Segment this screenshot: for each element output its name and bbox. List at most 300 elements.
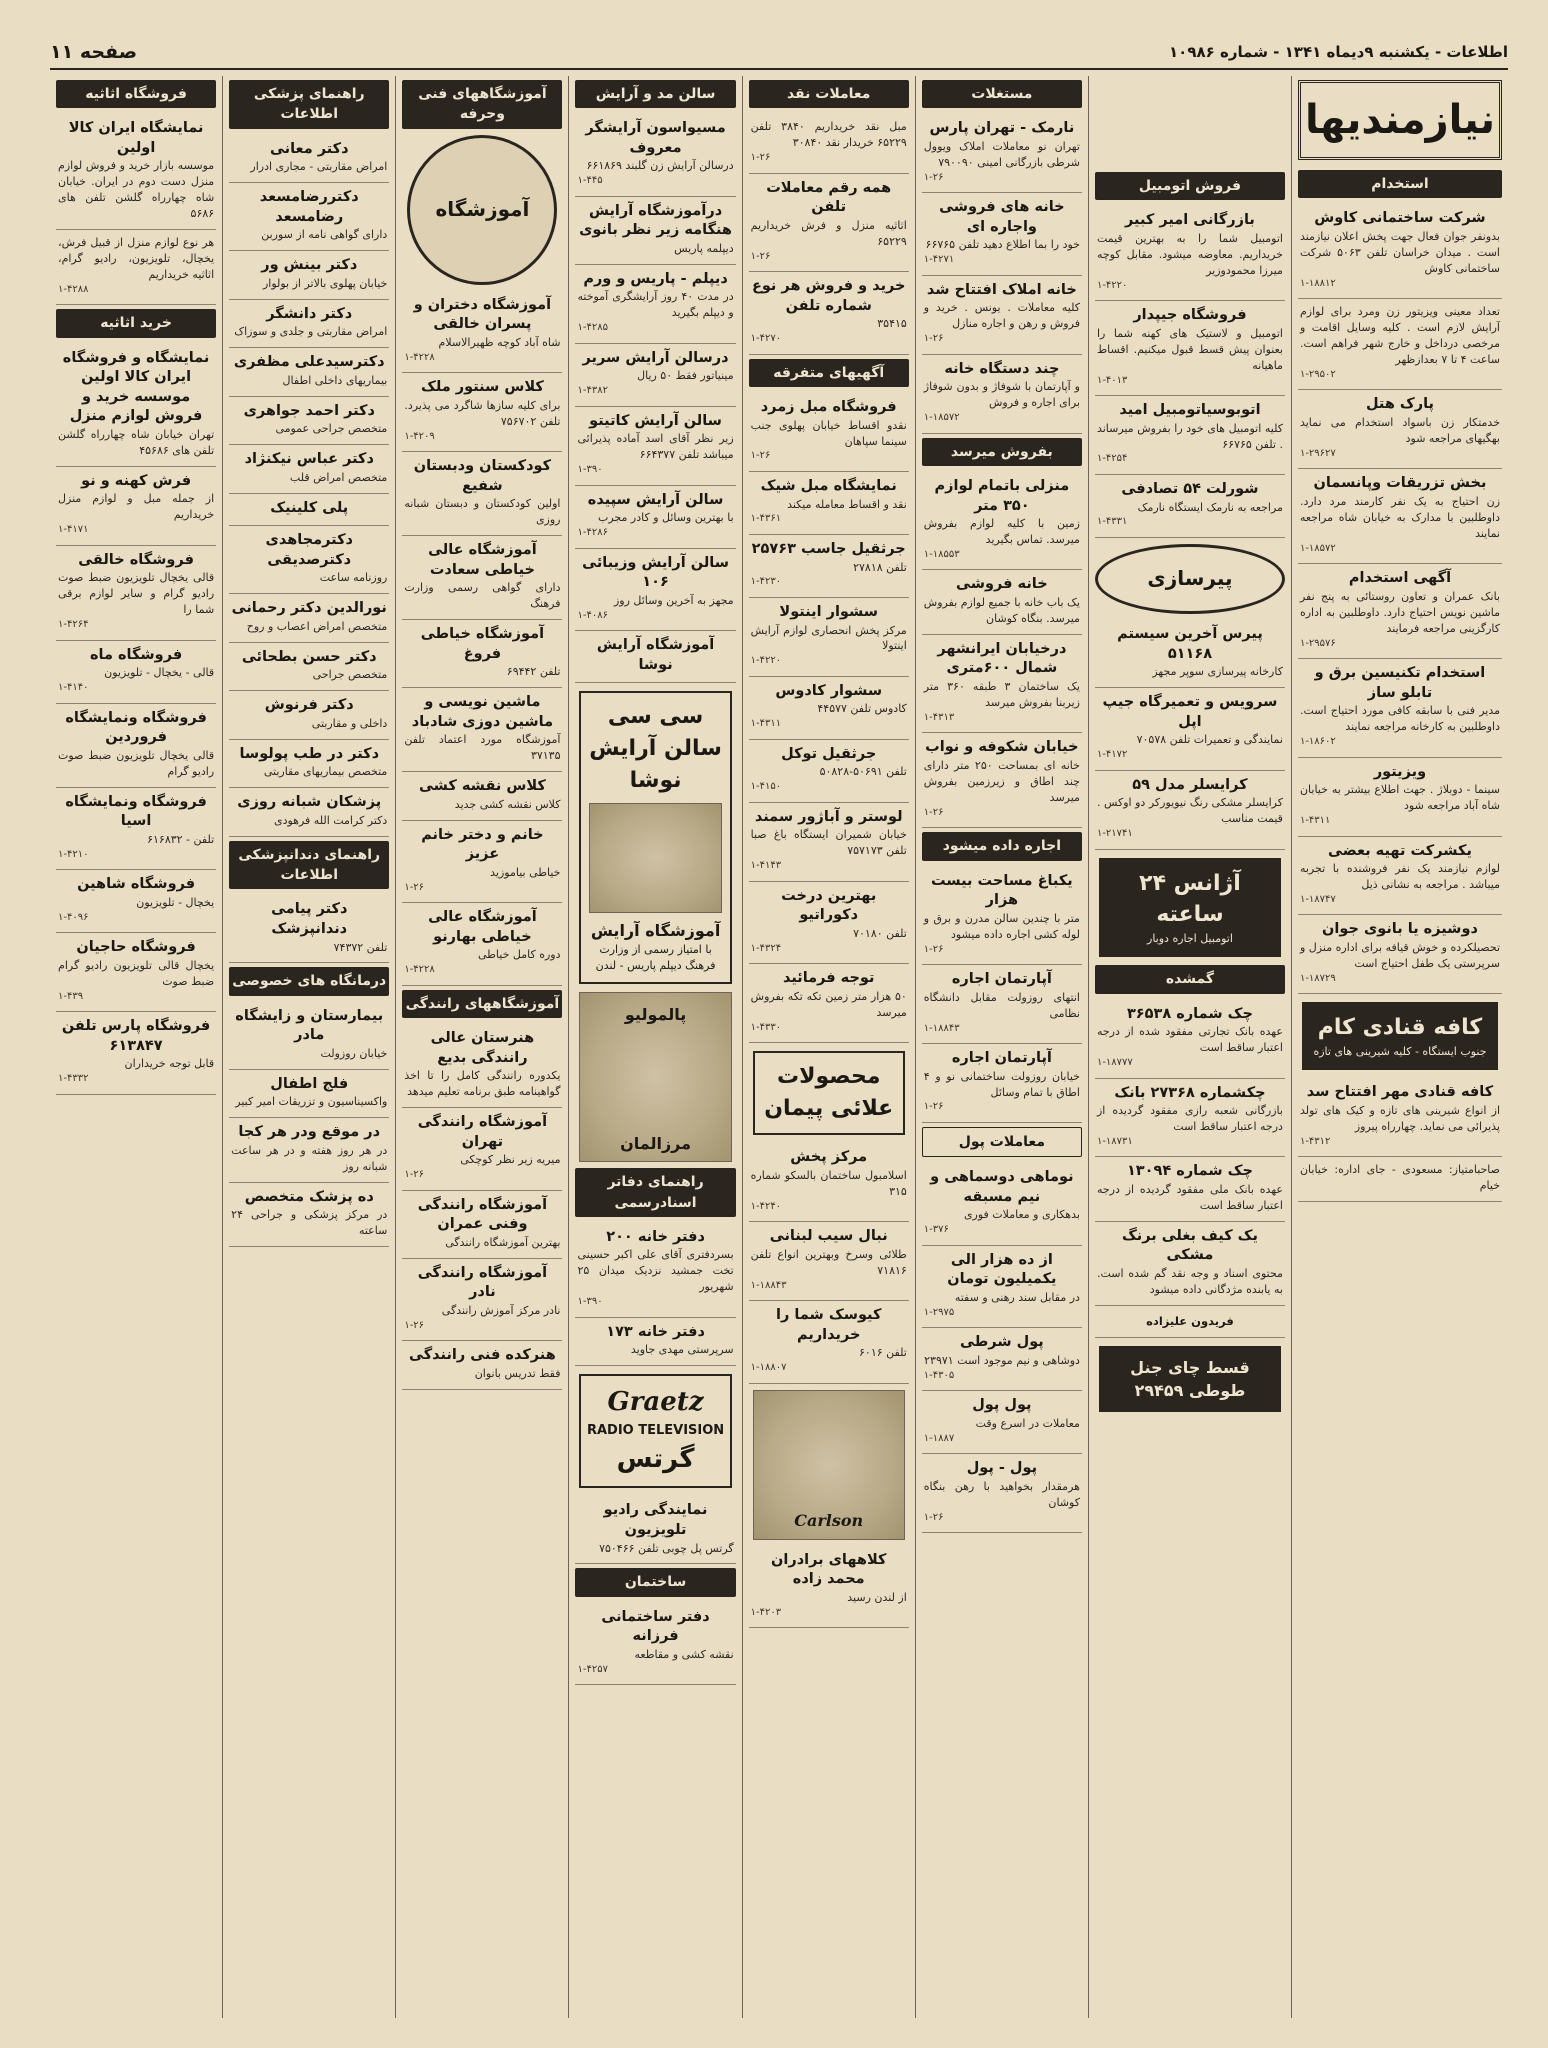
classified-ad	[402, 620, 562, 688]
ad-body: تلفن ۶۰۱۶	[859, 1346, 907, 1360]
ad-code: ۱-۲۶	[750, 250, 771, 262]
ad-title: آموزشگاه خیاطی فروغ	[420, 626, 545, 662]
classified-ad	[922, 114, 1082, 193]
column-4	[742, 76, 915, 2018]
ad-code: ۱-۴۳۲۴	[750, 942, 782, 954]
ad-body: تلفن ۵۰۶۹۱-۵۰۸۲۸	[819, 765, 907, 779]
ad-title: فلج اطفال	[270, 1075, 349, 1092]
ad-title: درخیابان ایرانشهر شمال ۶۰۰متری	[937, 640, 1067, 677]
classified-ad	[402, 536, 562, 620]
classified-ad	[229, 895, 389, 963]
cafe-ad	[1302, 1002, 1498, 1070]
section-header-for-rent: اجاره داده میشود	[922, 832, 1082, 860]
ad-body: کلیه اتومبیل های خود را بفروش میرساند . تلفن ۶۶۷۶۵	[1096, 421, 1283, 451]
classified-ad	[402, 1191, 562, 1259]
ad-list	[922, 1163, 1082, 1533]
classified-ad	[922, 193, 1082, 276]
ad-body: خانه ای بمساحت ۲۵۰ متر دارای چند اطاق و زیرزمین بفروش میرسد	[923, 758, 1080, 804]
ad-body: تلفن ۷۰۱۸۰	[853, 926, 907, 940]
footer-note	[1298, 1157, 1502, 1202]
ad-title: سشوار اینتولا	[779, 603, 879, 620]
classified-ad	[749, 535, 909, 598]
ad-title: آموزشگاه عالی خیاطی سعادت	[428, 542, 537, 578]
ad-title: چند دستگاه خانه	[944, 360, 1060, 377]
ad-code: ۱-۴۲۸۸	[58, 283, 89, 295]
classified-ad	[1095, 206, 1285, 301]
ad-code: ۱-۴۲۲۰	[1096, 279, 1128, 291]
ad-body: دوشاهی و نیم موجود است ۲۳۹۷۱	[924, 1353, 1080, 1367]
ad-body: در مرکز پزشکی و جراحی ۲۴ ساعته	[231, 1208, 388, 1238]
ad-title: ماشین نویسی و ماشین دوزی شادباد	[411, 694, 554, 730]
classified-ad	[575, 1223, 735, 1318]
classified-ad	[402, 291, 562, 374]
ad-code: ۱-۱۸۷۲۹	[1299, 972, 1336, 984]
section-header-cash-deals: معاملات نقد	[749, 80, 909, 108]
ad-title: پول پول	[972, 1397, 1032, 1414]
ad-body: خود را بما اطلاع دهید تلفن ۶۶۷۶۵	[925, 238, 1080, 252]
ad-code: ۱-۴۲۲۸	[404, 964, 435, 976]
ad-list	[56, 344, 216, 1095]
product-title: محصولات علائی پیمان	[764, 1064, 894, 1122]
ad-body: بدهکاری و معاملات فوری	[963, 1208, 1080, 1222]
ad-code: ۱-۴۳۱۱	[750, 718, 782, 730]
ad-title: دکتر حسن بطحائی	[241, 648, 377, 665]
hat-ad-image	[753, 1390, 905, 1540]
ad-code: ۱-۴۲۷۰	[750, 333, 782, 345]
classified-ad	[1298, 1078, 1502, 1157]
ad-title: دفتر خانه ۲۰۰	[606, 1228, 705, 1245]
ad-body: و آپارتمان با شوفاژ و بدون شوفاژ برای اجاره و فروش	[923, 380, 1080, 410]
ad-body: مجهز به آخرین وسائل روز	[613, 593, 734, 607]
classified-ad	[749, 964, 909, 1043]
classified-ad	[749, 1222, 909, 1301]
ad-body: بانک عمران و تعاون روستائی به پنج نفر ماشین نویس احتیاج دارد. داوطلبین به اداره کارگزینی مراجعه فرمایند	[1299, 589, 1500, 635]
ad-code: ۱-۲۶	[923, 1101, 944, 1113]
ad-code: ۱-۲۶	[750, 450, 771, 462]
classified-ad	[56, 344, 216, 467]
signature-text: فریدون علیزاده	[1146, 1313, 1234, 1328]
ad-body: قالی یخچال تلویزیون ضبط صوت رادیو گرام و سایر لوازم برقی شما را	[58, 571, 215, 617]
ad-title: شورلت ۵۴ تصادفی	[1121, 480, 1259, 497]
ad-title: فروشگاه جیپدار	[1133, 307, 1247, 324]
classified-ad	[749, 393, 909, 472]
product-ad	[753, 1051, 905, 1135]
salon-ad	[579, 691, 731, 984]
ad-code: ۱-۴۲۱۰	[58, 848, 89, 860]
ad-title: یکشرکت تهیه بعضی	[1328, 842, 1472, 859]
ad-body: زمین با کلیه لوازم بفروش میرسد. تماس بگیرید	[923, 517, 1080, 547]
ad-title: خانه املاک افتتاح شد	[926, 281, 1077, 298]
ad-title: از ده هزار الی یکمیلیون تومان	[947, 1251, 1057, 1288]
ad-body: معاملات در اسرع وقت	[975, 1416, 1080, 1430]
ad-body: تلفن - ۶۱۶۸۳۲	[147, 832, 215, 846]
classified-ad	[229, 348, 389, 397]
ad-list	[749, 393, 909, 1043]
classified-ad	[1298, 758, 1502, 837]
ad-title: یک کیف بغلی برنگ مشکی	[1121, 1227, 1258, 1264]
ad-code: ۱-۲۶	[923, 1511, 944, 1523]
classified-ad	[575, 549, 735, 632]
ad-title: خیابان شکوفه و نواب	[925, 739, 1079, 756]
ad-code: ۱-۲۶	[923, 171, 944, 183]
classified-ad	[229, 135, 389, 184]
ad-title: کرایسلر مدل ۵۹	[1132, 776, 1248, 793]
ad-body: مرکز پخش انحصاری لوازم آرایش اینتولا	[750, 623, 907, 653]
ad-body: خیابان پهلوی بالاتر از بولوار	[262, 276, 388, 290]
ad-title: پارک هتل	[1365, 396, 1434, 413]
ad-body: دارای گواهی نامه از سوربن	[261, 228, 388, 242]
ad-body: ۳۵۴۱۵	[877, 317, 907, 331]
section-header-money: معاملات پول	[922, 1127, 1082, 1157]
ad-title: آپارتمان اجاره	[951, 971, 1052, 988]
ad-title: خانه های فروشی واجاره ای	[939, 199, 1065, 235]
ad-body: اتومبیل و لاستیک های کهنه شما را بعنوان پیش قسط قبول میکنیم. اقساط ماهیانه	[1096, 326, 1283, 372]
classified-ad	[229, 643, 389, 692]
classified-ad	[229, 1183, 389, 1247]
classified-ad	[922, 1328, 1082, 1391]
ad-body: زن احتیاج به یک نفر کارمند مرد دارد. داوطلبین با مدارک به خیابان شاه مراجعه نمایند	[1299, 494, 1500, 540]
classified-ad	[575, 1318, 735, 1367]
ad-body: قالی - یخچال - تلویزیون	[104, 666, 215, 680]
ad-code: ۱-۴۲۸۶	[577, 527, 608, 539]
ad-title: کلاههای برادران محمد زاده	[771, 1551, 887, 1588]
classified-ad	[575, 344, 735, 407]
ad-list	[1095, 1000, 1285, 1306]
ad-list	[1298, 1078, 1502, 1157]
classified-ad	[229, 788, 389, 837]
ad-title: درسالن آرایش سریر	[582, 349, 729, 366]
ad-body: از لندن رسید	[847, 1590, 907, 1604]
ad-code: ۱-۱۸۷۳۱	[1096, 1135, 1133, 1147]
ad-body: مدیر فنی با سابقه کافی مورد احتیاج است. داوطلبین به کارخانه مراجعه نمایند	[1299, 704, 1500, 734]
section-header-car-sale: فروش اتومبیل	[1095, 172, 1285, 200]
ad-body: عهده بانک تجارتی مفقود شده از درجه اعتبار ساقط است	[1096, 1025, 1283, 1055]
classified-ad	[575, 486, 735, 549]
ad-title: پلی کلینیک	[270, 499, 349, 516]
ad-code: ۱-۴۲۶۴	[58, 619, 89, 631]
ad-body: متخصص جراحی عمومی	[275, 422, 388, 436]
ad-title: دکتر احمد جواهری	[243, 402, 375, 419]
ad-title: دکتر در طب پولوسا	[239, 745, 380, 762]
ad-list	[922, 867, 1082, 1123]
ad-title: کودکستان ودبستان شفیع	[413, 458, 552, 494]
column-7	[222, 76, 395, 2018]
ad-code: ۱-۱۸۸۰۷	[750, 1362, 787, 1374]
ad-title: همه رقم معاملات تلفن	[766, 179, 892, 216]
ad-title: سرویس و تعمیرگاه جیپ اپل	[1102, 694, 1278, 730]
classified-ad	[575, 114, 735, 197]
classified-ad	[1095, 688, 1285, 771]
graetz-persian: گرتس	[616, 1443, 695, 1474]
ad-title: نمایشگاه ایران کالا اولین	[68, 120, 204, 156]
ad-title: چک شماره ۳۶۵۳۸	[1126, 1005, 1253, 1022]
ad-title: دکتر پیامی دندانپزشک	[271, 901, 348, 937]
ad-title: دفتر ساختمانی فرزانه	[601, 1608, 710, 1645]
classified-ad	[1095, 301, 1285, 396]
ad-body: یخچال قالی تلویزیون رادیو گرام ضبط صوت	[58, 958, 215, 988]
classified-ad	[402, 772, 562, 821]
ad-title: دکتر معانی	[269, 140, 349, 157]
classified-columns	[50, 76, 1508, 2018]
ad-code: ۱-۱۸۵۵۳	[923, 548, 960, 560]
ad-code: ۱-۱۸۸۴۳	[750, 1279, 787, 1291]
ad-body: تلفن ۷۴۳۷۲	[333, 940, 388, 954]
ad-code: ۱-۲۶	[404, 1319, 425, 1331]
ad-body: درسالن آرایش زن گلبند ۶۶۱۸۶۹	[586, 159, 734, 173]
ad-code: ۱-۴۱۷۲	[1096, 749, 1128, 761]
ad-body: متخصص امراض اعصاب و روح	[246, 619, 388, 633]
ad-title: نمایشگاه مبل شیک	[760, 477, 897, 494]
ad-code: ۱-۴۰۱۳	[1096, 374, 1128, 386]
classified-ad	[56, 230, 216, 305]
salon-body: با امتیاز رسمی از وزارت فرهنگ دیپلم پاریس - لندن	[595, 943, 716, 973]
ad-code: ۱-۱۸۸۴۳	[923, 1022, 960, 1034]
ad-body: بسردفتری آقای علی اکبر حسینی تخت جمشید نزدیک میدان ۲۵ شهریور	[577, 1248, 734, 1294]
ad-title: کلاس نقشه کشی	[418, 778, 546, 795]
classified-ad	[56, 870, 216, 933]
page-number: صفحه ۱۱	[50, 41, 138, 63]
ad-title: مرکز پخش	[790, 1149, 868, 1166]
section-header-misc: آگهیهای متفرقه	[749, 359, 909, 387]
classified-ad	[402, 373, 562, 452]
classified-ad	[922, 472, 1082, 571]
ad-body: دوره کامل خیاطی	[478, 948, 561, 962]
ad-title: سشوار کادوس	[775, 682, 883, 699]
classified-ad	[1298, 564, 1502, 659]
ad-title: پول - پول	[966, 1460, 1038, 1477]
column-5	[568, 76, 741, 2018]
classified-ad	[1298, 837, 1502, 916]
ad-code: ۱-۴۳۱۱	[1299, 815, 1331, 827]
classified-ad	[229, 397, 389, 446]
ad-code: ۱-۴۳۰۵	[923, 1369, 955, 1381]
ad-title: مسیواسون آرایشگر معروف	[585, 120, 726, 156]
ad-body: امراض مقاربتی و جلدی و سوزاک	[234, 325, 388, 339]
classified-ad	[402, 1259, 562, 1342]
ad-body: قابل توجه خریداران	[124, 1057, 215, 1071]
ad-code: ۱-۴۲۵۷	[577, 1663, 608, 1675]
classified-ad	[402, 1108, 562, 1191]
salon-subtitle: آموزشگاه آرایش	[590, 921, 721, 941]
ad-title: دفتر خانه ۱۷۳	[606, 1323, 705, 1340]
ad-list	[749, 1143, 909, 1383]
carlson-logo: Carlson	[794, 1511, 864, 1531]
classified-ad	[229, 251, 389, 300]
ad-title: آموزشگاه عالی خیاطی بهارنو	[428, 909, 537, 945]
ad-code: ۱-۱۸۸۷	[923, 1432, 955, 1444]
ad-code: ۱-۲۶	[404, 1169, 425, 1181]
ad-code: ۱-۲۹۶۲۷	[1299, 447, 1336, 459]
agency-body: اتومبیل اجاره دوبار	[1147, 932, 1233, 946]
ad-code: ۱-۲۶	[404, 881, 425, 893]
ad-body: زیر نظر آقای اسد آماده پذیرائی میباشد تلفن ۶۶۴۳۷۷	[577, 432, 734, 462]
ad-body: سینما - دوبلاژ . جهت اطلاع بیشتر به خیابان شاه آباد مراجعه شود	[1299, 783, 1500, 813]
ad-title: استخدام تکنیسین برق و تابلو ساز	[1314, 665, 1486, 701]
footer-text: صاحبامتیاز: مسعودی - جای اداره: خیابان خیام	[1299, 1163, 1500, 1193]
ad-body: اثاثیه منزل و فرش خریداریم ۶۵۲۲۹	[750, 218, 907, 248]
classified-ad	[575, 407, 735, 486]
ad-body: امراض مقاربتی - مجاری ادرار	[250, 160, 388, 174]
ad-code: ۱-۴۳۳۲	[58, 1073, 89, 1085]
classified-ad	[922, 867, 1082, 966]
classified-ad	[1298, 659, 1502, 758]
ad-title: سالن آرایش وزیبائی ۱۰۶	[582, 554, 729, 591]
masthead	[50, 36, 1508, 70]
classified-ad	[402, 452, 562, 536]
ad-title: هنرکده فنی رانندگی	[409, 1347, 556, 1364]
ad-list	[922, 472, 1082, 828]
classified-ad	[56, 641, 216, 704]
classified-ad	[575, 1603, 735, 1686]
ad-body: متخصص جراحی	[312, 668, 388, 682]
ad-code: ۱-۴۱۵۰	[750, 781, 782, 793]
section-header-furniture-store: فروشگاه اثاثیه	[56, 80, 216, 108]
ad-title: نبال سیب لبنانی	[769, 1228, 888, 1245]
ad-code: ۱-۴۲۰۳	[750, 1606, 782, 1618]
ad-title: فروشگاه ونمایشگاه اسیا	[65, 793, 207, 830]
ad-body: نقشه کشی و مقاطعه	[634, 1647, 734, 1661]
ad-list	[229, 1002, 389, 1247]
ad-title: خانه فروشی	[956, 576, 1048, 593]
ad-title: دکتر فرنوش	[264, 697, 354, 714]
section-header-construction: ساختمان	[575, 1568, 735, 1596]
ad-body: بهترین آموزشگاه رانندگی	[445, 1235, 561, 1249]
ad-title: آموزشگاه رانندگی وفنی عمران	[417, 1196, 548, 1233]
ad-list	[402, 291, 562, 986]
ad-code: ۱-۱۸۷۷۷	[1096, 1057, 1133, 1068]
ad-title: دکترسیدعلی مظفری	[233, 354, 385, 371]
ad-title: چک شماره ۱۳۰۹۴	[1126, 1163, 1253, 1180]
ad-title: کیوسک شما را خریداریم	[776, 1307, 882, 1343]
ad-body: خیابان روزولت	[320, 1046, 388, 1060]
classified-ad	[1298, 204, 1502, 299]
classified-ad	[229, 691, 389, 740]
ad-title: فروشگاه ونمایشگاه فروردین	[65, 709, 207, 746]
ad-body: متر با چندین سالن مدرن و برق و لوله کشی اجاره داده میشود	[923, 911, 1080, 941]
palmolive-title: پالمولیو	[624, 1005, 687, 1025]
ad-body: مینیاتور فقط ۵۰ ریال	[637, 369, 734, 383]
ad-title: یکباغ مساحت بیست هزار	[931, 872, 1073, 909]
classified-ad	[922, 635, 1082, 734]
ad-body: تهران نو معاملات املاک ویوول شرطی بازرگانی امینی ۷۹۰۰۹۰	[923, 139, 1080, 169]
classified-ad	[749, 1143, 909, 1222]
ad-code: ۱-۴۳۸۲	[577, 385, 608, 397]
ad-body: لوازم نیازمند یک نفر فروشنده با تجربه میباشد . مراجعه به نشانی ذیل	[1299, 862, 1500, 892]
classified-ad	[1095, 1157, 1285, 1221]
ad-title: فروشگاه ماه	[89, 646, 183, 663]
ad-body: اسلامبول ساختمان بالسکو شماره ۳۱۵	[750, 1168, 907, 1198]
ad-body: عهده بانک ملی مفقود گردیده از درجه اعتبار ساقط است	[1096, 1183, 1283, 1212]
ad-title: در موقع ودر هر کجا	[238, 1124, 381, 1141]
classified-ad	[1298, 299, 1502, 390]
signature	[1095, 1306, 1285, 1338]
ad-title: چکشماره ۲۷۳۶۸ بانک	[1114, 1084, 1266, 1101]
classified-ad	[1095, 475, 1285, 538]
classified-ad	[56, 1012, 216, 1095]
classified-ad	[402, 1341, 562, 1390]
ad-body: اتومبیل شما را به بهترین قیمت خریداریم. معاوضه میشود. مقابل کوچه میرزا محمودوزیر	[1096, 231, 1283, 277]
ad-code: ۱-۴۲۷۱	[923, 254, 955, 266]
ad-code: ۱-۲۶	[923, 333, 944, 345]
ad-title: آپارتمان اجاره	[951, 1050, 1052, 1067]
ad-title: دکتر بینش ور	[261, 257, 358, 274]
ad-list	[749, 1546, 909, 1629]
classified-ad	[402, 821, 562, 904]
tea-ad	[1099, 1346, 1281, 1412]
classified-ad	[922, 1246, 1082, 1329]
ad-title: پیرس آخرین سیستم ۵۱۱۶۸	[1117, 625, 1263, 662]
ad-body: میریه زیر نظر کوچکی	[460, 1153, 561, 1167]
ad-title: خرید و فروش هر نوع شماره تلفن	[751, 278, 906, 314]
classified-ad	[922, 1391, 1082, 1454]
classified-ad	[922, 1044, 1082, 1123]
brand-logo: پیرسازی	[1095, 544, 1285, 614]
ad-title: کافه قنادی مهر افتتاح سد	[1306, 1084, 1494, 1101]
ad-body: خیاطی بیاموزید	[490, 865, 561, 879]
classified-ad	[749, 677, 909, 740]
ad-body: نقدو اقساط خیابان پهلوی جنب سینما سپاهان	[750, 418, 907, 448]
classified-ad	[229, 740, 389, 789]
ad-body: برای کلیه سازها شاگرد می پذیرد. تلفن ۷۵۶۷۰۲	[404, 398, 561, 428]
classified-ad	[922, 276, 1082, 355]
ad-list	[575, 114, 735, 683]
section-header-medical: راهنمای پزشکی اطلاعات	[229, 80, 389, 129]
ad-body: اولین کودکستان و دبستان شبانه روزی	[404, 497, 561, 527]
palmolive-store: مرزالمان	[620, 1134, 692, 1154]
ad-body: خدمتکار زن باسواد استخدام می نماید بهگیهای مراجعه شود	[1299, 415, 1500, 445]
ad-body: نقد و اقساط معامله میکند	[787, 497, 907, 511]
classified-ad	[749, 114, 909, 173]
ad-body: انتهای روزولت مقابل دانشگاه نظامی	[923, 990, 1080, 1020]
ad-body: داخلی و مقاربتی	[311, 716, 388, 730]
ad-title: بهترین درخت دکوراتیو	[781, 887, 877, 924]
palmolive-ad-image	[579, 992, 731, 1162]
section-header-dental: راهنمای دندانپزشکی اطلاعات	[229, 841, 389, 890]
section-header-driving-schools: آموزشگاههای رانندگی	[402, 990, 562, 1018]
salon-illustration	[589, 803, 721, 913]
ad-code: ۱-۴۲۲۸	[404, 351, 435, 363]
ad-list	[575, 1603, 735, 1686]
ad-title: بیمارستان و زایشگاه مادر	[235, 1007, 384, 1044]
ad-list	[1298, 204, 1502, 994]
classified-ad	[229, 526, 389, 594]
ad-list	[402, 1024, 562, 1390]
ad-body: از انواع شیرینی های تازه و کیک های تولد پذیرائی می نماید. چهارراه پیروز	[1299, 1103, 1500, 1133]
ad-title: آموزشگاه آرایش نوشا	[596, 637, 715, 673]
classified-ad	[749, 174, 909, 273]
classified-ad	[229, 300, 389, 349]
section-header-notary: راهنمای دفاتر اسنادرسمی	[575, 1168, 735, 1217]
classified-ad	[922, 355, 1082, 434]
ad-body: گرتس پل چوبی تلفن ۷۵۰۴۶۶	[599, 1541, 734, 1555]
ad-title: فرش کهنه و نو	[81, 472, 192, 489]
section-header-clinics: درمانگاه های خصوصی	[229, 967, 389, 995]
agency-ad	[1099, 858, 1281, 958]
ad-title: آموزشگاه رانندگی نادر	[417, 1264, 548, 1301]
agency-title: آژانس ۲۴ ساعته	[1139, 870, 1241, 928]
ad-list	[229, 135, 389, 837]
ad-title: توجه فرمائید	[782, 970, 875, 987]
ad-body: نمایندگی و تعمیرات تلفن ۷۰۵۷۸	[1136, 733, 1283, 747]
ad-title: نمایندگی رادیو تلویزیون	[603, 1502, 708, 1538]
classified-ad	[1095, 1079, 1285, 1158]
classified-ad	[402, 903, 562, 986]
ad-code: ۱-۴۱۴۳	[750, 860, 782, 872]
ad-title: دکتر دانشگر	[266, 305, 353, 322]
ad-body: روزنامه ساعت	[319, 571, 388, 585]
ad-body: قالی یخچال تلویزیون ضبط صوت رادیو گرام	[58, 748, 215, 778]
cafe-title: کافه قنادی کام	[1317, 1015, 1483, 1041]
